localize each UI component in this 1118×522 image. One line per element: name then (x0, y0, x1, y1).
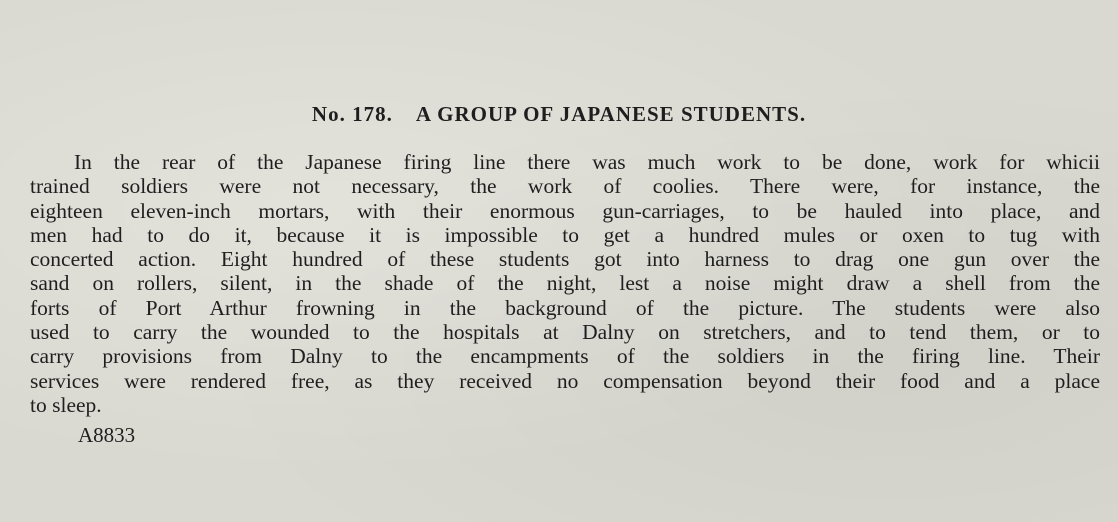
body-line: to sleep. (30, 392, 102, 417)
body-line: carry provisions from Dalny to the encampments of the soldiers in the firing line. Their (30, 344, 1100, 369)
item-number: No. 178. (311, 102, 393, 126)
catalog-number: A8833 (78, 423, 136, 447)
body-line: trained soldiers were not necessary, the work of coolies. There were, for instance, the (30, 174, 1100, 199)
body-line: sand on rollers, silent, in the shade of the night, lest a noise might draw a shell from the (30, 271, 1100, 296)
caption-heading (0, 102, 1118, 127)
body-line: eighteen eleven-inch mortars, with their enormous gun-carriages, to be hauled into place, and (30, 198, 1100, 223)
body-line: men had to do it, because it is impossible to get a hundred mules or oxen to tug with (30, 222, 1100, 247)
body-line: forts of Port Arthur frowning in the background of the picture. The students were also (30, 295, 1100, 320)
body-line: In the rear of the Japanese firing line there was much work to be done, work for whicii (74, 150, 1100, 174)
body-line: concerted action. Eight hundred of these students got into harness to drag one gun over the (30, 247, 1100, 272)
caption-body (30, 150, 1100, 417)
body-line: used to carry the wounded to the hospitals at Dalny on stretchers, and to tend them, or to (30, 320, 1100, 345)
body-line: services were rendered free, as they received no compensation beyond their food and a place (30, 368, 1100, 393)
caption-title: A GROUP OF JAPANESE STUDENTS. (415, 102, 807, 126)
